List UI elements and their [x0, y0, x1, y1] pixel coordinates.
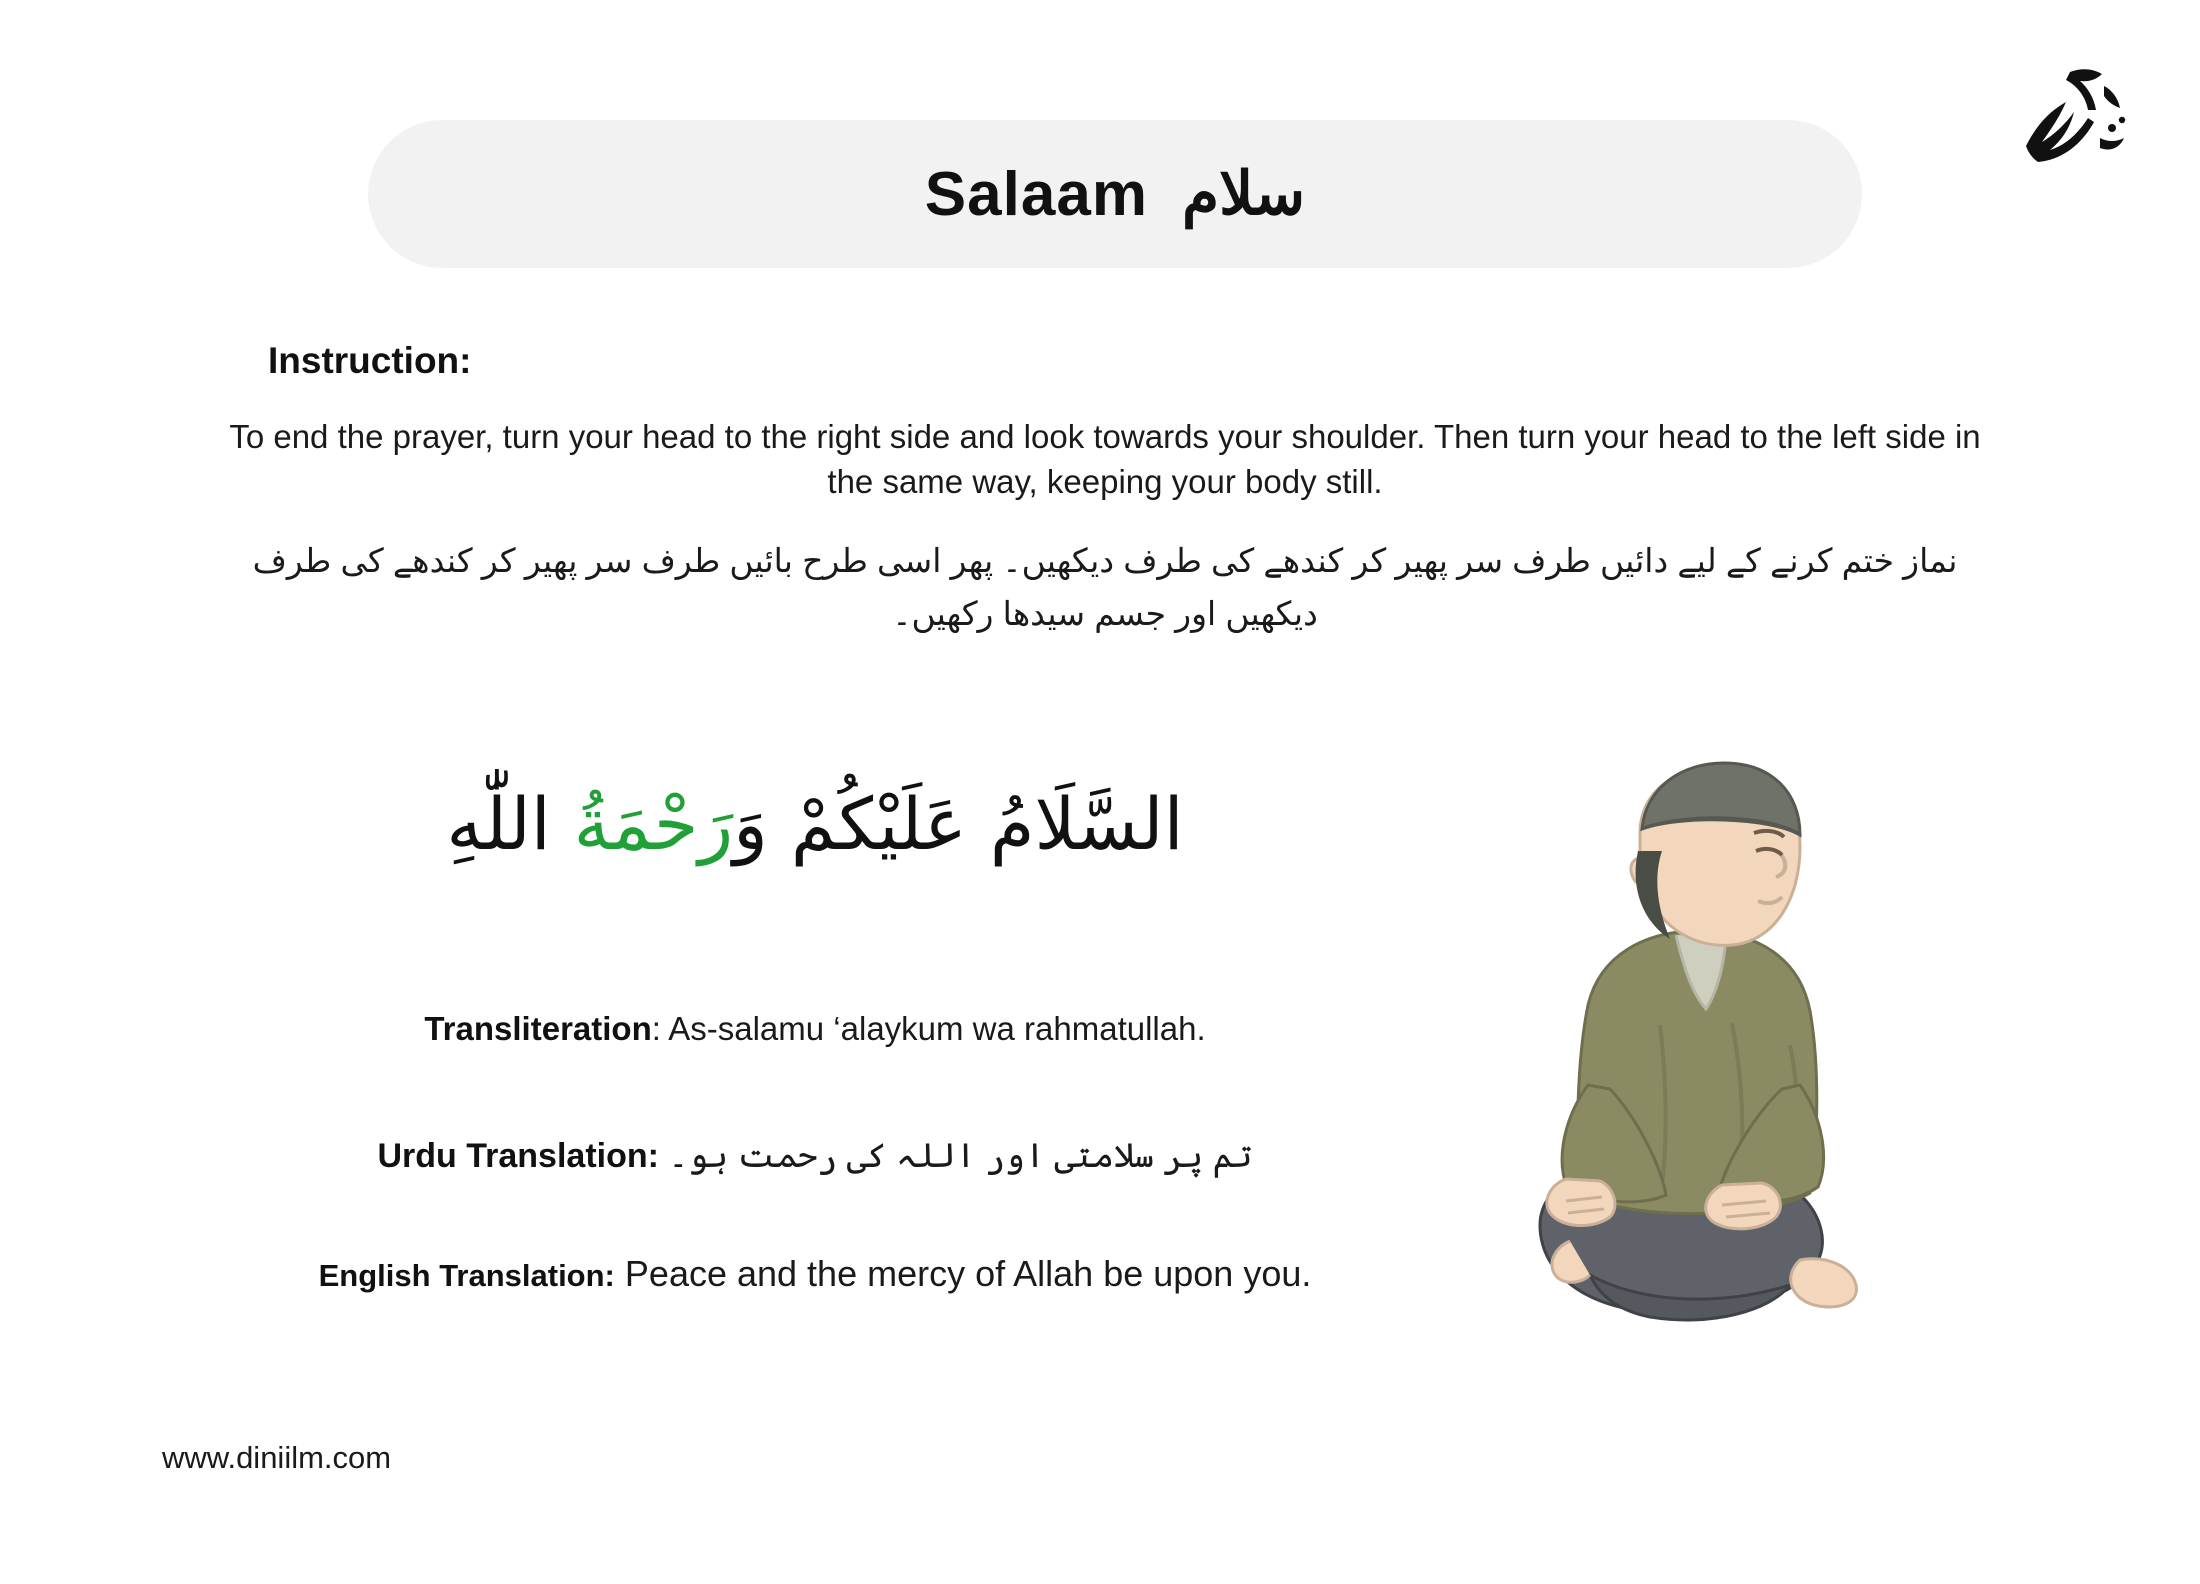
dua-arabic — [180, 770, 1450, 878]
page-title-pill — [368, 120, 1862, 268]
english-translation-row — [180, 1250, 1450, 1299]
urdu-translation-value: تم پر سلامتی اور اللہ کی رحمت ہو۔ — [668, 1137, 1253, 1175]
instruction-label: Instruction: — [268, 340, 472, 381]
urdu-translation-label: Urdu Translation: — [377, 1137, 659, 1175]
english-translation-label: English Translation: — [318, 1258, 615, 1293]
transliteration-row — [180, 1010, 1450, 1048]
website-footer: www.diniilm.com — [162, 1440, 392, 1475]
english-translation-value: Peace and the mercy of Allah be upon you. — [624, 1253, 1312, 1294]
instruction-text-urdu: نماز ختم کرنے کے لیے دائیں طرف سر پھیر کر کندھے کی طرف دیکھیں۔ پھر اسی طرح بائیں طرف سر پھیر کر کندھے کی طرف دیکھیں اور جسم سیدھا رکھیں۔ — [252, 542, 1958, 632]
page-title-arabic: سلام — [1181, 160, 1306, 227]
page-title-english: Salaam — [924, 159, 1148, 229]
seated-man-praying-illustration — [1470, 755, 1920, 1375]
brand-logo — [2008, 50, 2138, 180]
transliteration-label: Transliteration — [424, 1010, 652, 1047]
instruction-text-english: To end the prayer, turn your head to the right side and look towards your shoulder. Then turn your head to the left side in the same way, keeping your body still. — [229, 418, 1981, 500]
dua-arabic-part2: اللّٰهِ — [446, 782, 574, 866]
urdu-translation-row — [180, 1135, 1450, 1176]
transliteration-value: : As-salamu ‘alaykum wa rahmatullah. — [651, 1010, 1206, 1047]
dua-arabic-highlight: رَحْمَةُ — [573, 782, 734, 866]
dua-arabic-part1: السَّلَامُ عَلَيْكُمْ وَ — [733, 782, 1184, 866]
